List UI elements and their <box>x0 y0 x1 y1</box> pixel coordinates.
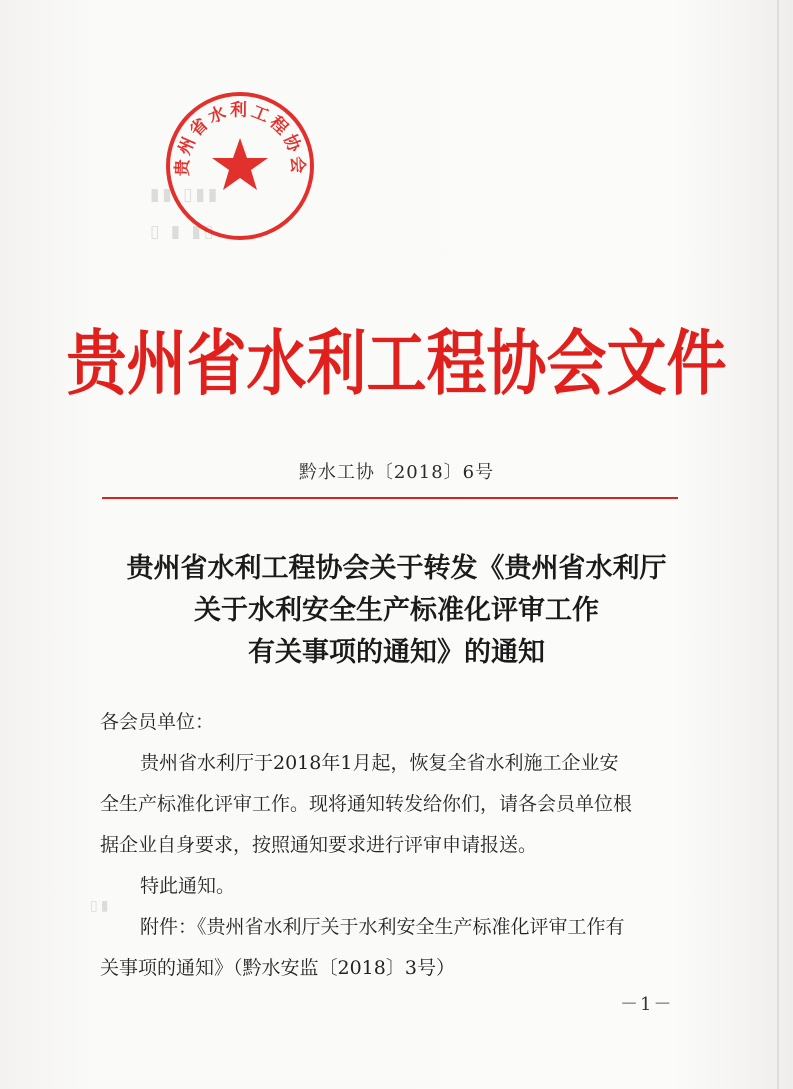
salutation: 各会员单位： <box>100 711 215 733</box>
document-body <box>100 702 690 989</box>
red-separator-line <box>102 497 678 499</box>
seal-text: 贵州省水利工程协会 <box>172 100 308 177</box>
closing-line: 特此通知。 <box>140 875 236 897</box>
bleed-through-mark: ▯▮ <box>90 898 112 914</box>
bleed-through-mark: ▯ ▮ ▮▯ <box>150 222 217 242</box>
page-number: －1－ <box>620 994 674 1015</box>
attachment-line: 附件：《贵州省水利厅关于水利安全生产标准化评审工作有 <box>140 916 625 938</box>
document-title <box>0 548 793 674</box>
paragraph-line: 贵州省水利厅于2018年1月起，恢复全省水利施工企业安 <box>140 752 619 774</box>
issuer-header-title: 贵州省水利工程协会文件 <box>66 323 727 406</box>
star-icon <box>212 138 268 190</box>
title-line: 贵州省水利工程协会关于转发《贵州省水利厅 <box>126 553 667 584</box>
title-line: 关于水利安全生产标准化评审工作 <box>194 595 599 626</box>
official-seal <box>160 86 320 246</box>
page-edge <box>777 0 779 1089</box>
bleed-through-mark: ▮▮ ▯▮▮ <box>150 185 221 205</box>
paragraph-line: 据企业自身要求，按照通知要求进行评审申请报送。 <box>100 834 538 856</box>
document-number: 黔水工协〔2018〕6号 <box>298 462 495 483</box>
title-line: 有关事项的通知》的通知 <box>248 637 545 668</box>
paragraph-line: 全生产标准化评审工作。现将通知转发给你们，请各会员单位根 <box>100 793 633 815</box>
attachment-line: 关事项的通知》（黔水安监〔2018〕3号） <box>100 957 455 979</box>
